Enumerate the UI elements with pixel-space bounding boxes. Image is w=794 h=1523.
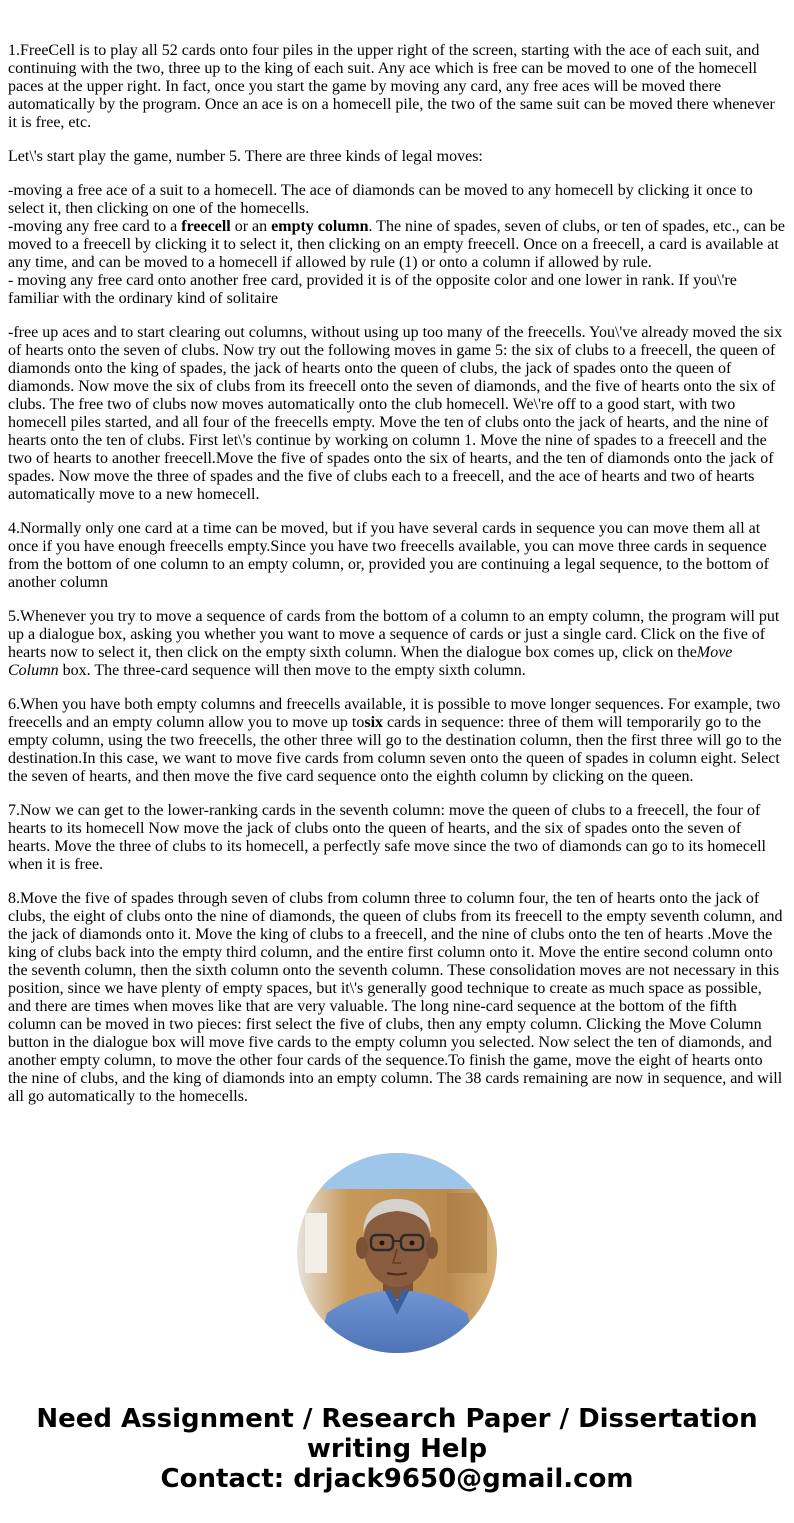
paragraph-seventh-column: 7.Now we can get to the lower-ranking cards in the seventh column: move the queen of clubs to a freecell, the four of hearts to its homecell Now move the jack of clubs onto the queen of hearts, and the six of spades onto the seven of hearts. Move the three of clubs to its homecell, a perfectly safe move since the two of diamonds can go to its homecell when it is free. xyxy=(8,802,766,873)
term-six: six xyxy=(364,714,384,731)
paragraph-finish-game: 8.Move the five of spades through seven of clubs from column three to column four, the ten of hearts onto the jack of clubs, the eight of clubs onto the nine of diamonds, the queen of clubs from its freecell to the empty seventh column, and the jack of diamonds onto it. Move the king of clubs to a freecell, and the nine of clubs onto the ten of hearts .Move the king of clubs back into the empty third column, and the entire first column onto it. Move the entire second column onto the seventh column, then the sixth column onto the seventh column. These consolidation moves are not necessary in this position, since we have plenty of empty spaces, but it\'s generally good technique to create as much space as possible, and there are times when moves like that are very valuable. The long nine-card sequence at the bottom of the fifth column can be moved in two pieces: first select the five of clubs, then any empty column. Clicking the Move Column button in the dialogue box will move five cards to the empty column you selected. Now select the ten of diamonds, and another empty column, to move the other four cards of the sequence.To finish the game, move the eight of hearts onto the nine of clubs, and the king of diamonds into an empty column. The 38 cards remaining are now in sequence, and will all go automatically to the homecells. xyxy=(8,890,783,1105)
author-photo xyxy=(297,1153,497,1353)
author-portrait-image xyxy=(297,1153,497,1353)
term-empty-column: empty column xyxy=(271,218,369,235)
paragraph-intro: 1.FreeCell is to play all 52 cards onto four piles in the upper right of the screen, starting with the ace of each suit, and continuing with the two, three up to the king of each suit. Any ace which is free can be moved to one of the homecell paces at the upper right. In fact, once you start the game by moving any card, any free aces will be moved there automatically by the program. Once an ace is on a homecell pile, the two of the same suit can be moved there whenever it is free, etc. xyxy=(8,42,775,131)
paragraph-multiple-moves: 4.Normally only one card at a time can be moved, but if you have several cards in sequence you can move them all at once if you have enough freecells empty.Since you have two freecells available, you can move three cards in sequence from the bottom of one column to an empty column, or, provided you are continuing a legal sequence, to the bottom of another column xyxy=(8,520,769,591)
paragraph-free-up-aces: -free up aces and to start clearing out columns, without using up too many of the freecells. You\'ve already moved the six of hearts onto the seven of clubs. Now try out the following moves in game 5: the six of clubs to a freecell, the queen of diamonds onto the king of spades, the jack of hearts onto the queen of clubs, the jack of spades onto the queen of diamonds. Now move the six of clubs from its freecell onto the seven of diamonds, and the five of hearts onto the six of clubs. The free two of clubs now moves automatically onto the club homecell. We\'re off to a good start, with two homecell piles started, and all four of the freecells empty. Move the ten of clubs onto the jack of hearts, and the nine of hearts onto the ten of clubs. First let\'s continue by working on column 1. Move the nine of spades to a freecell and the two of hearts to another freecell.Move the five of spades onto the six of hearts, and the ten of diamonds onto the jack of spades. Now move the three of spades and the five of clubs each to a freecell, and the ace of hearts and two of hearts automatically move to a new homecell. xyxy=(8,324,783,503)
paragraph-start-game: Let\'s start play the game, number 5. There are three kinds of legal moves: xyxy=(8,148,483,165)
contact-banner xyxy=(0,1404,794,1494)
sequence-text: 6.When you have both empty columns and freecells available, it is possible to move longer sequences. For example, two freecells and an empty column allow you to move up to xyxy=(8,696,781,731)
term-move-column: Move Column xyxy=(8,644,733,679)
contact-email[interactable]: Contact: drjack9650@gmail.com xyxy=(160,1464,634,1494)
legal-move-freecell-text: . The nine of spades, seven of clubs, or ten of spades, etc., can be moved to a freecell by clicking it to select it, then clicking on an empty freecell. Once on a freecell, a card is available at any time, and can be moved to a homecell if allowed by rule (1) or onto a column if allowed by rule. xyxy=(8,218,785,271)
legal-move-freecell-prefix: -moving any free card to a xyxy=(8,218,182,235)
legal-move-ace: -moving a free ace of a suit to a homecell. The ace of diamonds can be moved to any homecell by clicking it once to select it, then clicking on one of the homecells. xyxy=(8,182,753,217)
paragraph-legal-moves xyxy=(8,182,786,308)
legal-move-connector: or an xyxy=(230,218,272,235)
legal-move-free-card: - moving any free card onto another free card, provided it is of the opposite color and one lower in rank. If you\'re familiar with the ordinary kind of solitaire xyxy=(8,272,737,307)
dialogue-text-end: box. The three-card sequence will then move to the empty sixth column. xyxy=(58,662,526,679)
sequence-text-end: cards in sequence: three of them will temporarily go to the empty column, using the two freecells, the other three will go to the destination column, then the first three will go to the destination.In this case, we want to move five cards from column seven onto the queen of spades in column eight. Select the seven of hearts, and then move the five card sequence onto the eighth column by clicking on the queen. xyxy=(8,714,782,785)
paragraph-longer-sequences xyxy=(8,696,786,786)
article-body xyxy=(8,42,786,1122)
paragraph-dialogue-box xyxy=(8,608,786,680)
dialogue-text: 5.Whenever you try to move a sequence of cards from the bottom of a column to an empty column, the program will put up a dialogue box, asking you whether you want to move a sequence of cards or just a single card. Click on the five of hearts now to select it, then click on the empty sixth column. When the dialogue box comes up, click on the xyxy=(8,608,780,661)
term-freecell: freecell xyxy=(181,218,231,235)
help-headline: Need Assignment / Research Paper / Dissertation writing Help xyxy=(36,1404,758,1464)
